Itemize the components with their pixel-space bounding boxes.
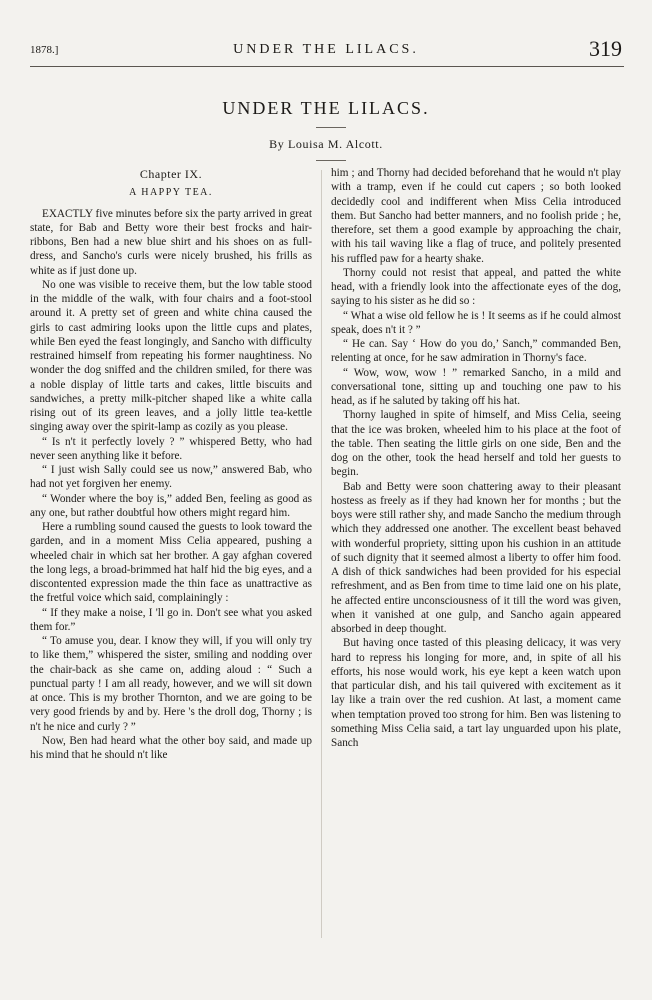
paragraph: “ He can. Say ‘ How do you do,’ Sanch,” commanded Ben, relenting at once, for he saw admiration in Thorny's face.: [331, 338, 621, 365]
paragraph: “ To amuse you, dear. I know they will, if you will only try to like them,” whispered the sister, smiling and nodding over the chair-back as she came on, adding aloud : “ Such a punctual party ! I am all ready, however, and we will sit down at once. This is my brother Thornton, and we are going to be very good friends by and by. Here 's the droll dog, Thorny ; is n't he nice and curly ? ”: [30, 635, 312, 733]
paragraph: EXACTLY five minutes before six the party arrived in great state, for Bab and Betty wore their best frocks and hair-ribbons, Ben had a new blue shirt and his shoes on as full-dress, and Sancho's curls were nicely brushed, his frills as white as if just done up.: [30, 207, 312, 277]
paragraph: “ Wow, wow, wow ! ” remarked Sancho, in a mild and conversational tone, sitting up and touching one paw to his head, as if he saluted by taking off his hat.: [331, 366, 621, 407]
paragraph: “ Is n't it perfectly lovely ? ” whispered Betty, who had never seen anything like it before.: [30, 435, 312, 462]
page-number: 319: [589, 36, 622, 61]
article-title: UNDER THE LILACS.: [222, 98, 430, 118]
running-head-year: 1878.]: [30, 44, 59, 56]
running-head: [30, 36, 622, 66]
paragraph: Bab and Betty were soon chattering away to their pleasant hostess as freely as if they had known her for months ; but the boys were still rather shy, and made Sancho the medium through which they addressed one another. The excellent beast behaved with wonderful propriety, sitting upon his cushion in an attitude of such dignity that it seemed almost a liberty to offer him food. A dish of thick sandwiches had been provided for his especial refreshment, and as Ben from time to time laid one on his plate, he affected entire unconsciousness of it till the word was given, when it vanished at one gulp, and Sancho again appeared absorbed in deep thought.: [331, 480, 621, 635]
paragraph: Thorny laughed in spite of himself, and Miss Celia, seeing that the ice was broken, wheeled him to his place at the foot of the table. Then seating the little girls on one side, Ben and the dog on the other, took the head herself and told her guests to begin.: [331, 409, 621, 479]
left-column: [30, 166, 312, 762]
paragraph: “ I just wish Sally could see us now,” answered Bab, who had not yet forgiven her enemy.: [30, 464, 312, 491]
title-divider: [316, 127, 346, 128]
paragraph: Here a rumbling sound caused the guests to look toward the garden, and in a moment Miss Celia appeared, pushing a wheeled chair in which sat her brother. A gay afghan covered the long legs, a broad-brimmed hat half hid the big eyes, and a discontented expression made the thin face as unattractive as the fretful voice which said, complainingly :: [30, 521, 312, 605]
header-divider: [30, 66, 624, 67]
paragraph: “ What a wise old fellow he is ! It seems as if he could almost speak, does n't it ? ”: [331, 309, 621, 336]
running-head-title: UNDER THE LILACS.: [233, 42, 419, 57]
paragraph: him ; and Thorny had decided beforehand that he would n't play with a tramp, even if he could cut capers ; so both looked decidedly cool and indifferent when Miss Celia introduced them. But Sancho had better manners, and no foolish pride ; he, therefore, set them a good example by approaching the chair, with his tail waving like a flag of truce, and politely presented his ruffled paw for a hearty shake.: [331, 167, 621, 265]
paragraph: No one was visible to receive them, but the low table stood in the middle of the walk, with four chairs and a foot-stool around it. A pretty set of green and white china caused the girls to cast admiring looks upon the little cups and plates, while Ben eyed the feast longingly, and Sancho with difficulty restrained himself from repeating his former naughtiness. No wonder the dog sniffed and the children smiled, for there was a noble display of little tarts and cakes, little biscuits and sandwiches, a pretty milk-pitcher shaped like a white calla rising out of its green leaves, and a jolly little tea-kettle singing away over the spirit-lamp as cozily as you please.: [30, 278, 312, 434]
chapter-subtitle: A HAPPY TEA.: [129, 187, 213, 199]
column-divider: [321, 170, 322, 938]
paragraph: But having once tasted of this pleasing delicacy, it was very hard to repress his longing for more, and, in spite of all his efforts, his nose would work, his eye kept a keen watch upon that particular dish, and his tail quivered with excitement as it lay like a train over the red cushion. At last, a moment came when temptation proved too strong for him. Ben was listening to something Miss Celia said, a tart lay unguarded upon his plate, Sanch: [331, 637, 621, 749]
article-byline: By Louisa M. Alcott.: [269, 137, 383, 151]
right-column: [331, 166, 621, 750]
paragraph: “ If they make a noise, I 'll go in. Don't see what you asked them for.”: [30, 606, 312, 633]
byline-divider: [316, 160, 346, 161]
paragraph: Now, Ben had heard what the other boy said, and made up his mind that he should n't like: [30, 734, 312, 761]
paragraph: “ Wonder where the boy is,” added Ben, feeling as good as any one, but rather doubtful how others might regard him.: [30, 492, 312, 519]
paragraph: Thorny could not resist that appeal, and patted the white head, with a friendly look into the affectionate eyes of the dog, saying to his sister as he did so :: [331, 266, 621, 308]
chapter-heading: Chapter IX.: [139, 167, 203, 181]
